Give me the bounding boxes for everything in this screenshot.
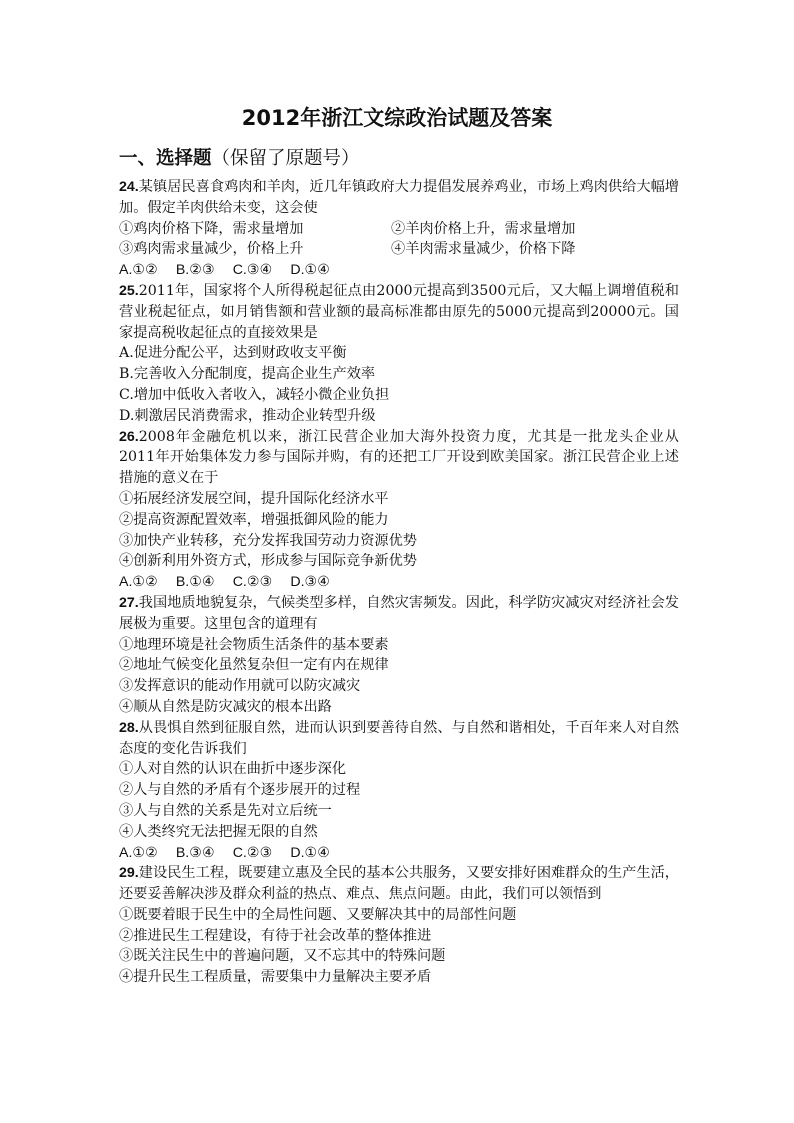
question-24 xyxy=(119,177,679,281)
question-24-option-1: ①鸡肉价格下降，需求量增加 xyxy=(119,220,304,237)
question-29-option-1: ①既要着眼于民生中的全局性问题、又要解决其中的局部性问题 xyxy=(119,906,517,923)
question-27 xyxy=(119,593,679,718)
question-25 xyxy=(119,281,679,427)
question-28 xyxy=(119,718,679,864)
question-26 xyxy=(119,427,679,593)
question-26-choice-d: D.③④ xyxy=(290,574,330,591)
question-24-option-3: ③鸡肉需求量减少，价格上升 xyxy=(119,241,304,258)
question-24-choice-d: D.①④ xyxy=(290,262,330,279)
question-24-option-4: ④羊肉需求量减少，价格下降 xyxy=(391,241,576,258)
question-29 xyxy=(119,863,679,988)
question-25-choice-d: D.刺激居民消费需求，推动企业转型升级 xyxy=(119,407,376,424)
question-29-option-2: ②推进民生工程建设，有待于社会改革的整体推进 xyxy=(119,927,432,944)
question-24-stem xyxy=(119,177,679,219)
question-26-stem xyxy=(119,427,679,489)
question-26-choices xyxy=(119,572,679,593)
question-29-option-3: ③既关注民生中的普遍问题，又不忘其中的特殊问题 xyxy=(119,948,446,965)
question-26-choice-a: A.①② xyxy=(119,574,158,591)
question-24-options-row-1 xyxy=(119,219,679,240)
question-25-choice-b: B.完善收入分配制度，提高企业生产效率 xyxy=(119,366,376,383)
page-title: 2012年浙江文综政治试题及答案 xyxy=(241,106,553,130)
question-24-choice-a: A.①② xyxy=(119,262,158,279)
question-28-stem-text: 从畏惧自然到征服自然，进而认识到要善待自然、与自然和谐相处，千百年来人对自然态度的变化告诉我们 xyxy=(119,719,679,757)
question-28-choice-a: A.①② xyxy=(119,844,158,861)
question-27-option-3: ③发挥意识的能动作用就可以防灾减灾 xyxy=(119,678,361,695)
question-27-stem-text: 我国地质地貌复杂，气候类型多样，自然灾害频发。因此，科学防灾减灾对经济社会发展极为重要。这里包含的道理有 xyxy=(119,594,679,632)
question-25-choice-c: C.增加中低收入者收入，减轻小微企业负担 xyxy=(119,386,390,403)
section-heading-note: （保留了原题号） xyxy=(211,148,360,169)
question-29-stem xyxy=(119,863,679,905)
question-24-choice-b: B.②③ xyxy=(175,262,215,279)
question-24-options-row-2 xyxy=(119,239,679,260)
question-28-option-2: ②人与自然的矛盾有个逐步展开的过程 xyxy=(119,782,361,799)
question-28-number: 28. xyxy=(119,719,139,736)
question-26-choice-c: C.②③ xyxy=(232,574,273,591)
question-26-stem-text: 2008年金融危机以来，浙江民营企业加大海外投资力度，尤其是一批龙头企业从2011年开始集体发力参与国际并购，有的还把工厂开设到欧美国家。浙江民营企业上述措施的意义在于 xyxy=(119,428,679,487)
question-28-choice-d: D.①④ xyxy=(290,844,330,861)
question-27-option-1: ①地理环境是社会物质生活条件的基本要素 xyxy=(119,636,389,653)
question-26-option-3: ③加快产业转移，充分发挥我国劳动力资源优势 xyxy=(119,532,417,549)
question-24-choice-c: C.③④ xyxy=(232,262,273,279)
question-28-option-3: ③人与自然的关系是先对立后统一 xyxy=(119,802,332,819)
question-28-option-4: ④人类终究无法把握无限的自然 xyxy=(119,823,318,840)
question-26-option-2: ②提高资源配置效率，增强抵御风险的能力 xyxy=(119,511,389,528)
section-heading xyxy=(119,145,360,173)
question-26-option-4: ④创新利用外资方式，形成参与国际竞争新优势 xyxy=(119,553,417,570)
question-24-option-2: ②羊肉价格上升，需求量增加 xyxy=(391,220,576,237)
question-28-stem xyxy=(119,718,679,760)
question-29-option-4: ④提升民生工程质量，需要集中力量解决主要矛盾 xyxy=(119,969,432,986)
question-25-choice-a: A.促进分配公平，达到财政收支平衡 xyxy=(119,345,347,362)
question-29-number: 29. xyxy=(119,865,139,882)
question-list xyxy=(119,177,679,988)
question-29-stem-text: 建设民生工程，既要建立惠及全民的基本公共服务，又要安排好困难群众的生产生活，还要妥善解决涉及群众利益的热点、难点、焦点问题。由此，我们可以领悟到 xyxy=(119,865,679,903)
question-25-number: 25. xyxy=(119,282,139,299)
question-27-option-2: ②地址气候变化虽然复杂但一定有内在规律 xyxy=(119,657,389,674)
question-25-stem xyxy=(119,281,679,343)
question-27-number: 27. xyxy=(119,594,139,611)
question-26-option-1: ①拓展经济发展空间，提升国际化经济水平 xyxy=(119,490,389,507)
question-28-choice-b: B.③④ xyxy=(175,844,215,861)
question-28-option-1: ①人对自然的认识在曲折中逐步深化 xyxy=(119,761,347,778)
section-heading-label: 一、选择题 xyxy=(119,148,212,169)
question-24-choices xyxy=(119,260,679,281)
question-25-stem-text: 2011年，国家将个人所得税起征点由2000元提高到3500元后，又大幅上调增值税和营业税起征点，如月销售额和营业额的最高标准都由原先的5000元提高到20000元。国家提高税收起征点的直接效果是 xyxy=(119,282,679,341)
question-26-choice-b: B.①④ xyxy=(175,574,215,591)
question-27-option-4: ④顺从自然是防灾减灾的根本出路 xyxy=(119,698,332,715)
question-24-stem-text: 某镇居民喜食鸡肉和羊肉，近几年镇政府大力提倡发展养鸡业，市场上鸡肉供给大幅增加。假定羊肉供给未变，这会使 xyxy=(119,179,679,216)
question-28-choices xyxy=(119,843,679,864)
question-27-stem xyxy=(119,593,679,635)
question-28-choice-c: C.②③ xyxy=(232,844,273,861)
question-24-number: 24. xyxy=(119,179,139,195)
question-26-number: 26. xyxy=(119,428,139,445)
